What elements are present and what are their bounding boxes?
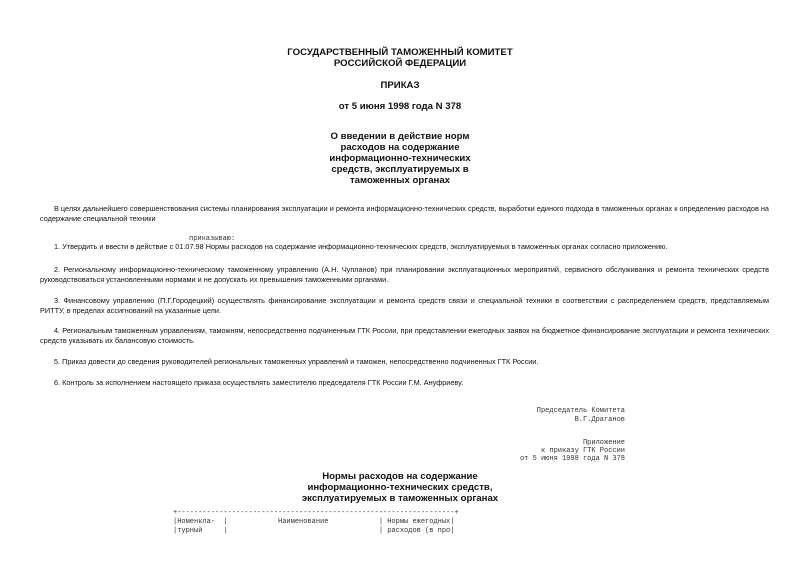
table-header-row: |Номенкла- | Наименование | Нормы ежегодных| (173, 518, 455, 526)
order-item-2: 2. Региональному информационно-техническому таможенному управлению (А.Н. Чупланов) при планировании эксплуатационных мероприятий, сервисного обслуживания и ремонта технических средств руководствоваться установленными нормами и не допускать их превышения таможенными органами. (40, 265, 769, 284)
appendix-title-line: Нормы расходов на содержание (322, 471, 478, 482)
appendix-order-date: от 5 июня 1998 года N 378 (519, 455, 625, 463)
appendix-label: Приложение (582, 439, 625, 447)
document-title-line: О введении в действие норм (330, 131, 470, 142)
order-word: приказываю: (189, 235, 236, 243)
document-title-line: расходов на содержание (340, 142, 460, 153)
order-item-1: 1. Утвердить и ввести в действие с 01.07.98 Нормы расходов на содержание информационно-технических средств, эксплуатируемых в таможенных органах согласно приложению. (54, 242, 668, 251)
table-header-row: |турный | | расходов (в про| (173, 527, 455, 535)
appendix-order-ref: к приказу ГТК России (540, 447, 625, 455)
signature-position: Председатель Комитета (536, 407, 625, 415)
document-title-line: информационно-технических (329, 153, 471, 164)
appendix-title (200, 471, 600, 504)
order-item-4: 4. Региональным таможенным управлениям, таможням, непосредственно подчиненным ГТК России, при представлении ежегодных заявок на бюджетное финансирование эксплуатации и ремонта технических средств указывать их балансовую стоимость. (40, 326, 769, 345)
agency-name-line1: ГОСУДАРСТВЕННЫЙ ТАМОЖЕННЫЙ КОМИТЕТ (287, 47, 513, 58)
order-item-5: 5. Приказ довести до сведения руководителей региональных таможенных управлений и таможен, непосредственно подчиненных ГТК России. (54, 357, 539, 366)
document-title (200, 131, 600, 186)
appendix-title-line: информационно-технических средств, (307, 482, 493, 493)
document-date: от 5 июня 1998 года N 378 (338, 101, 462, 112)
appendix-title-line: эксплуатируемых в таможенных органах (301, 493, 499, 504)
order-item-6: 6. Контроль за исполнением настоящего приказа осуществлять заместителю председателя ГТК России Г.М. Ануфриеву. (54, 378, 464, 387)
document-title-line: средств, эксплуатируемых в (331, 164, 469, 175)
preamble-paragraph: В целях дальнейшего совершенствования системы планирования эксплуатации и ремонта информационно-технических средств, выработки единого подхода в таможенных органах к определению расходов на содержание специальной техники (40, 204, 769, 223)
document-type: ПРИКАЗ (380, 80, 420, 91)
document-title-line: таможенных органах (349, 175, 451, 186)
signature-name: В.Г.Драганов (574, 416, 625, 424)
table-top-rule: +------------------------------------------------------------------+ (173, 509, 459, 517)
order-item-3: 3. Финансовому управлению (П.Г.Городецкий) осуществлять финансирование эксплуатации и ремонта средств связи и специальной техники в соответствии с распределением средств, представляемым РИТТУ, в пределах ассигнований на указанные цели. (40, 296, 769, 315)
agency-name-line2: РОССИЙСКОЙ ФЕДЕРАЦИИ (333, 58, 467, 69)
